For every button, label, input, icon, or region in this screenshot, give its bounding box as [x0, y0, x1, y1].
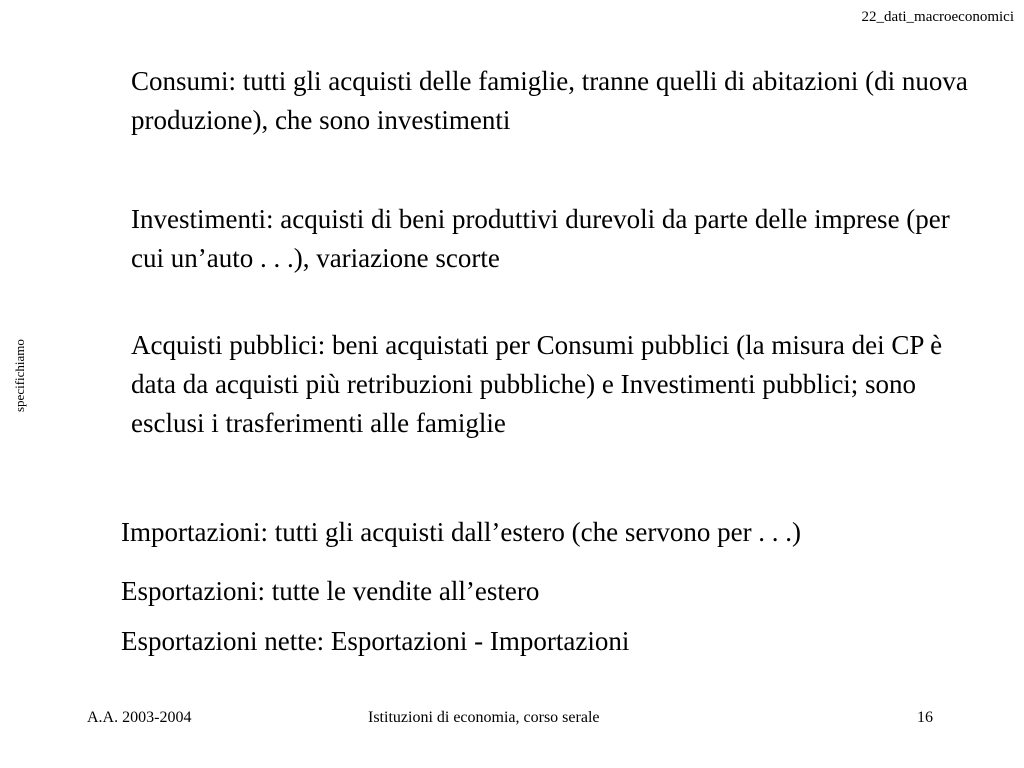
definition-investimenti: Investimenti: acquisti di beni produttivi durevoli da parte delle imprese (per cui un’auto . . .), variazione scorte: [131, 204, 950, 273]
footer-course-title: Istituzioni di economia, corso serale: [368, 709, 600, 726]
side-label: specifichiamo: [12, 339, 27, 412]
definition-acquisti-pubblici: Acquisti pubblici: beni acquistati per Consumi pubblici (la misura dei CP è data da acquisti più retribuzioni pubbliche) e Investimenti pubblici; sono esclusi i trasferimenti alle famiglie: [131, 330, 943, 438]
definition-esportazioni: Esportazioni: tutte le vendite all’estero: [121, 576, 540, 606]
footer-page-number: 16: [917, 709, 933, 726]
definition-esportazioni-nette: Esportazioni nette: Esportazioni - Importazioni: [121, 626, 630, 656]
definition-consumi: Consumi: tutti gli acquisti delle famiglie, tranne quelli di abitazioni (di nuova produzione), che sono investimenti: [131, 66, 968, 135]
slide-file-name: 22_dati_macroeconomici: [861, 9, 1014, 25]
definition-importazioni: Importazioni: tutti gli acquisti dall’estero (che servono per . . .): [121, 517, 802, 547]
footer-academic-year: A.A. 2003-2004: [87, 709, 192, 726]
